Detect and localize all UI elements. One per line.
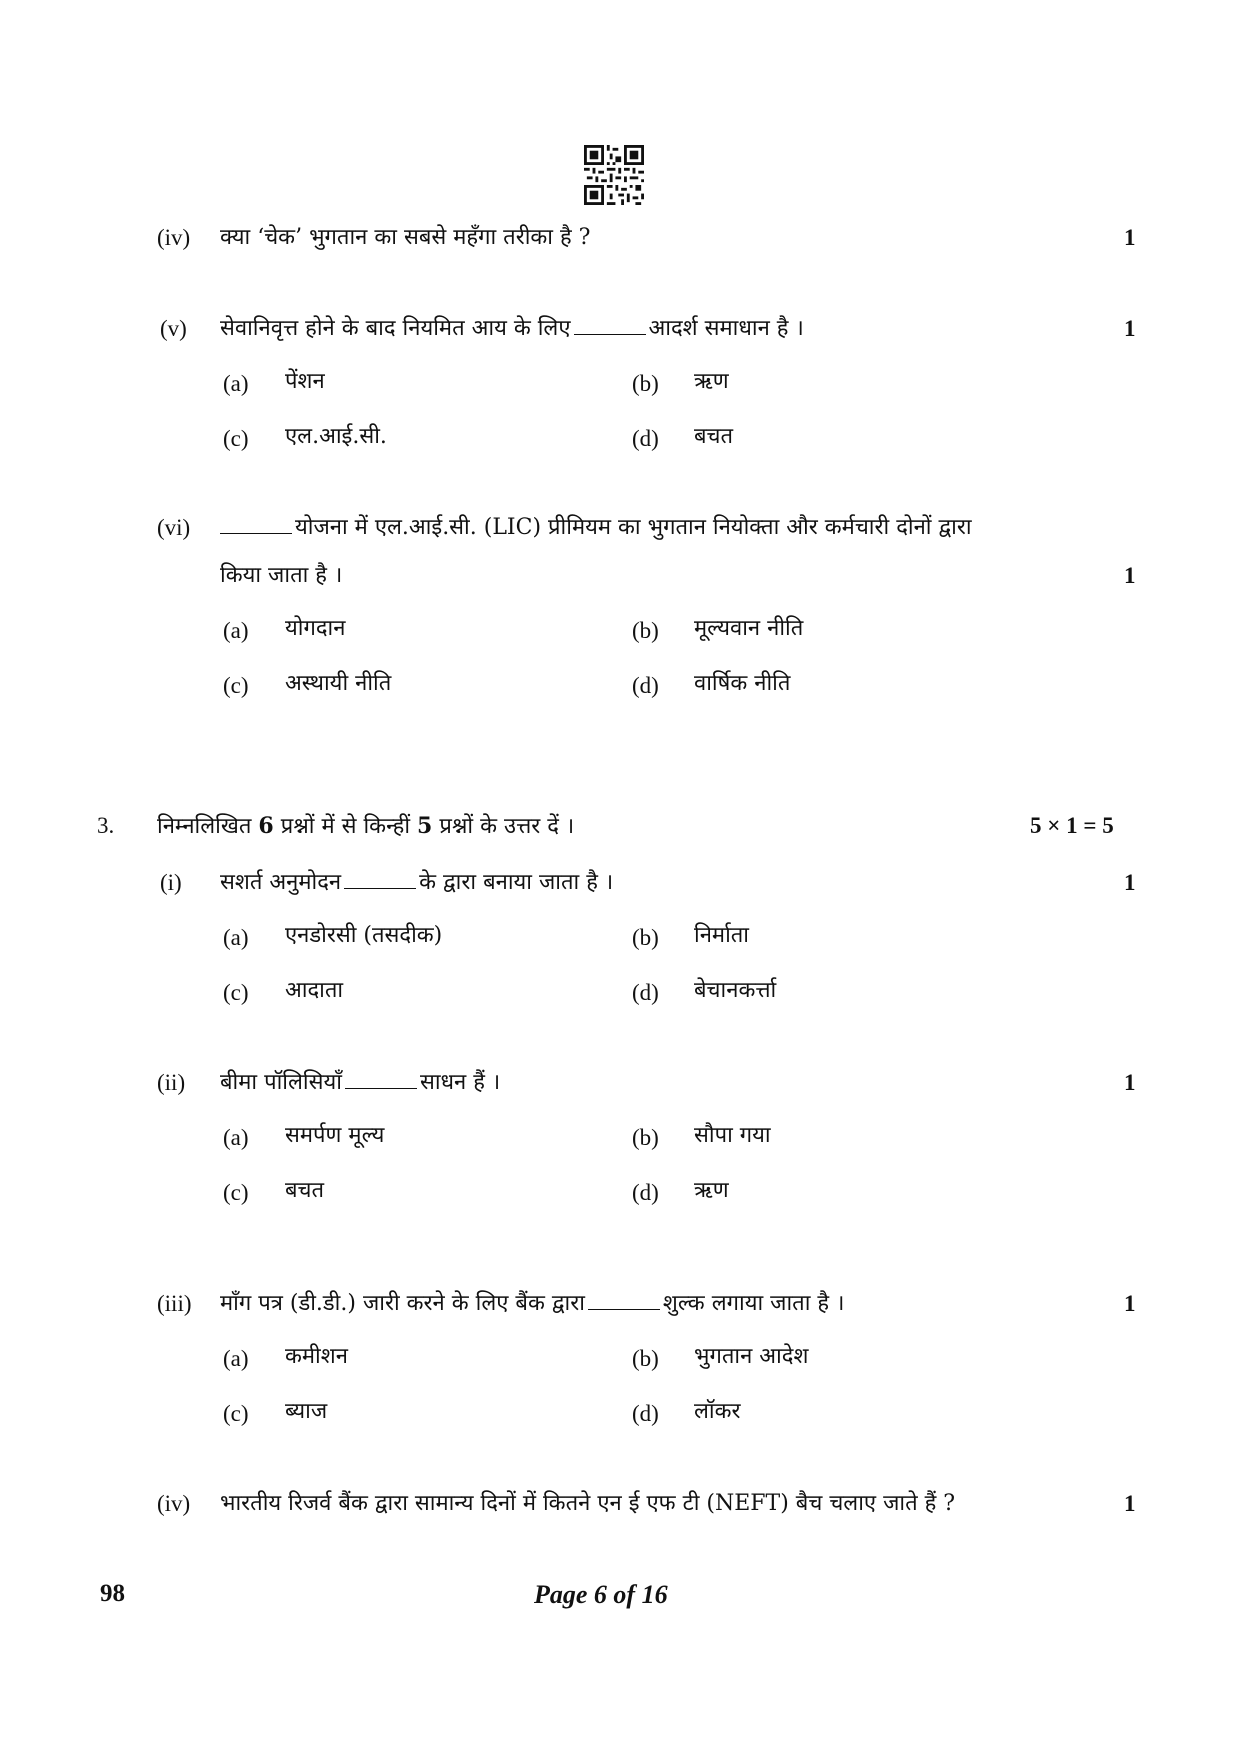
option-label: (d) — [632, 1180, 659, 1205]
option-label: (c) — [223, 426, 249, 451]
option-label: (c) — [223, 1401, 249, 1426]
option-text: बेचानकर्त्ता — [694, 978, 777, 1003]
option-text: आदाता — [285, 978, 344, 1003]
question-text-before: बीमा पॉलिसियाँ — [220, 1070, 342, 1095]
option-label: (a) — [223, 371, 249, 396]
option-text: भुगतान आदेश — [694, 1344, 809, 1369]
option-text: सौपा गया — [694, 1123, 771, 1148]
option-text: बचत — [694, 424, 734, 449]
question-marks: 1 — [1124, 1070, 1136, 1095]
question-text-line1: योजना में एल.आई.सी. (LIC) प्रीमियम का भुगतान नियोक्ता और कर्मचारी दोनों द्वारा — [295, 515, 972, 540]
question-marks: 1 — [1124, 563, 1136, 588]
option-text: समर्पण मूल्य — [285, 1123, 385, 1148]
option-label: (d) — [632, 673, 659, 698]
question-number: (iv) — [157, 1491, 191, 1516]
option-label: (a) — [223, 618, 249, 643]
question-marks: 1 — [1124, 870, 1136, 895]
question-number: (iii) — [157, 1291, 192, 1316]
intro-text: निम्नलिखित — [157, 814, 252, 839]
qr-code-icon — [584, 145, 644, 205]
intro-text: प्रश्नों में से किन्हीं — [280, 814, 411, 839]
option-label: (a) — [223, 1125, 249, 1150]
option-text: कमीशन — [285, 1344, 348, 1369]
option-text: निर्माता — [694, 923, 750, 948]
option-text: एल.आई.सी. — [285, 424, 387, 449]
question-text-before: सेवानिवृत्त होने के बाद नियमित आय के लिए — [220, 316, 571, 341]
question-number: (vi) — [157, 515, 191, 540]
answer-blank — [588, 1291, 660, 1310]
option-label: (d) — [632, 426, 659, 451]
intro-number: 5 — [417, 813, 433, 839]
option-text: एनडोरसी (तसदीक) — [285, 923, 443, 948]
answer-blank — [574, 316, 646, 335]
option-text: पेंशन — [285, 369, 325, 394]
answer-blank — [345, 1070, 417, 1089]
question-text-after: साधन हैं । — [419, 1070, 501, 1095]
question-number: (i) — [160, 870, 182, 895]
intro-number: 6 — [258, 813, 274, 839]
option-text: वार्षिक नीति — [694, 671, 791, 696]
question-marks: 1 — [1124, 316, 1136, 341]
question-intro — [157, 812, 574, 841]
option-text: बचत — [285, 1178, 325, 1203]
option-label: (d) — [632, 1401, 659, 1426]
section-marks: 5 × 1 = 5 — [1030, 813, 1114, 838]
option-label: (b) — [632, 371, 659, 396]
option-text: मूल्यवान नीति — [694, 616, 804, 641]
option-label: (b) — [632, 925, 659, 950]
option-label: (b) — [632, 1125, 659, 1150]
question-text-after: शुल्क लगाया जाता है । — [662, 1291, 845, 1316]
question-number: 3. — [97, 813, 115, 838]
option-label: (b) — [632, 618, 659, 643]
option-text: अस्थायी नीति — [285, 671, 392, 696]
option-label: (b) — [632, 1346, 659, 1371]
option-label: (c) — [223, 1180, 249, 1205]
question-text — [220, 1290, 844, 1318]
option-label: (d) — [632, 980, 659, 1005]
question-text — [220, 1069, 500, 1097]
option-label: (a) — [223, 1346, 249, 1371]
question-text-line2: किया जाता है । — [220, 563, 343, 588]
question-number: (v) — [160, 316, 187, 341]
answer-blank — [344, 870, 416, 889]
question-text: भारतीय रिजर्व बैंक द्वारा सामान्य दिनों में कितने एन ई एफ टी (NEFT) बैच चलाए जाते हैं ? — [220, 1491, 956, 1516]
question-number: (iv) — [157, 225, 191, 250]
option-label: (c) — [223, 673, 249, 698]
intro-text: प्रश्नों के उत्तर दें । — [439, 814, 575, 839]
question-text — [220, 514, 972, 542]
question-text-before: सशर्त अनुमोदन — [220, 870, 342, 895]
question-marks: 1 — [1124, 1291, 1136, 1316]
answer-blank — [220, 515, 292, 534]
option-label: (a) — [223, 925, 249, 950]
question-text: क्या ‘चेक’ भुगतान का सबसे महँगा तरीका है ? — [220, 225, 591, 250]
page-number: Page 6 of 16 — [534, 1580, 668, 1609]
question-marks: 1 — [1124, 225, 1136, 250]
option-text: ऋण — [694, 369, 729, 394]
question-text-before: माँग पत्र (डी.डी.) जारी करने के लिए बैंक द्वारा — [220, 1291, 585, 1316]
question-marks: 1 — [1124, 1491, 1136, 1516]
option-text: लॉकर — [694, 1399, 741, 1424]
question-text-after: आदर्श समाधान है । — [648, 316, 804, 341]
option-text: योगदान — [285, 616, 346, 641]
option-text: ऋण — [694, 1178, 729, 1203]
option-text: ब्याज — [285, 1399, 328, 1424]
question-text — [220, 869, 613, 897]
question-number: (ii) — [157, 1070, 186, 1095]
question-text-after: के द्वारा बनाया जाता है । — [419, 870, 614, 895]
paper-code: 98 — [100, 1580, 125, 1607]
option-label: (c) — [223, 980, 249, 1005]
question-text — [220, 315, 804, 343]
